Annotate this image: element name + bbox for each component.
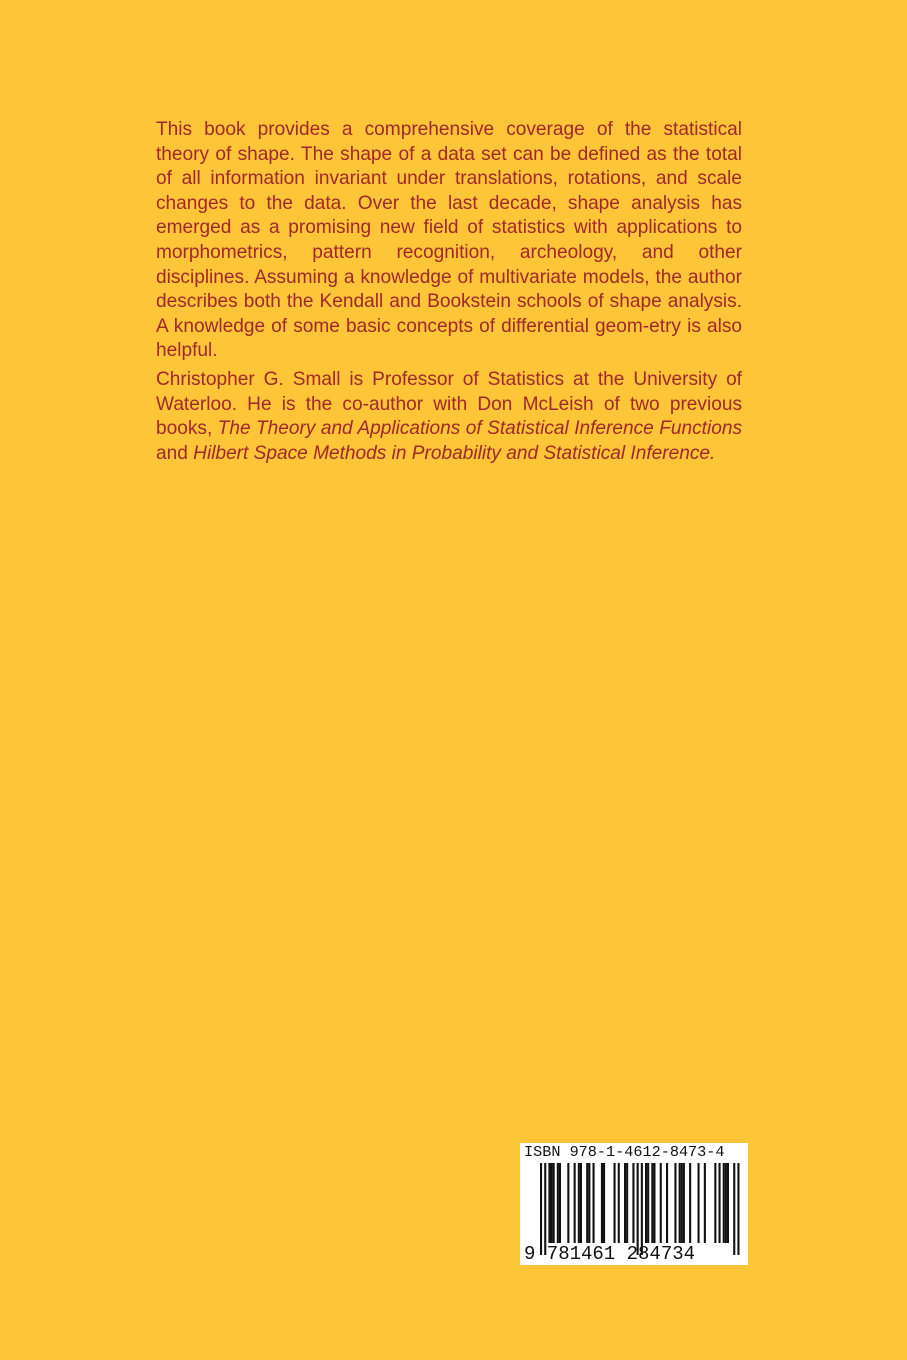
barcode-bar [719,1163,721,1243]
barcode-bar [548,1163,550,1243]
barcode-bar [544,1163,546,1255]
back-cover-text [156,118,742,466]
barcode-bar [567,1163,569,1243]
barcode-bar [637,1163,639,1255]
barcode-bar [586,1163,588,1243]
barcode-bar [683,1163,685,1243]
barcode-bar [651,1163,653,1243]
barcode-bar [681,1163,683,1243]
author-bio-intro: Christopher G. Small is Professor of Statistics at the University of Waterloo. He is the co-author with Don McLeish of two previous books, [156,368,742,440]
barcode-bar [704,1163,706,1243]
barcode-bar [540,1163,542,1255]
barcode-bar [603,1163,605,1243]
barcode-bar [618,1163,620,1243]
barcode-bar [624,1163,626,1243]
barcode-bar [559,1163,561,1243]
barcode-bar [551,1163,553,1243]
barcode-bar [557,1163,559,1243]
barcode-bar [698,1163,700,1243]
barcode-bar [614,1163,616,1243]
barcode-bar [723,1163,725,1243]
barcode-bar [578,1163,580,1243]
barcode-bar [674,1163,676,1243]
barcode-bar [653,1163,655,1243]
barcode-bar [588,1163,590,1243]
isbn-label: ISBN 978-1-4612-8473-4 [524,1143,725,1161]
barcode-bar [666,1163,668,1243]
barcode-bar [641,1163,643,1255]
barcode-bar [660,1163,662,1243]
barcode-bar [733,1163,735,1255]
isbn-barcode [520,1143,748,1265]
barcode-bar [647,1163,649,1243]
barcode-bar [689,1163,691,1243]
book-description: This book provides a comprehensive coverage of the statistical theory of shape. The shape of a data set can be defined as the total of all information invariant under translations, rotations, and scale changes to the data. Over the last decade, shape analysis has emerged as a promising new field of statistics with applications to morphometrics, pattern recognition, archeology, and other disciplines. Assuming a knowledge of multivariate models, the author describes both the Kendall and Bookstein schools of shape analysis. A knowledge of some basic concepts of differential geom-etry is also helpful. [156,119,742,362]
barcode-bar [553,1163,555,1243]
barcode-bar [601,1163,603,1243]
barcode-bar [679,1163,681,1243]
barcode-bar [574,1163,576,1243]
barcode-bar [727,1163,729,1243]
previous-book-title-1: The Theory and Applications of Statistical Inference Functions [217,418,742,440]
author-bio-conjunction: and [156,442,194,464]
barcode-bar [626,1163,628,1243]
barcode-bar [714,1163,716,1243]
barcode-bar [737,1163,739,1255]
barcode-bar [593,1163,595,1243]
barcode-bar [632,1163,634,1243]
barcode-bar [725,1163,727,1243]
barcode-bar [580,1163,582,1243]
author-bio [156,368,742,466]
ean-digits: 9 781461 284734 [524,1243,696,1265]
previous-book-title-2: Hilbert Space Methods in Probability and Statistical Inference. [193,442,716,464]
barcode-bar [645,1163,647,1243]
